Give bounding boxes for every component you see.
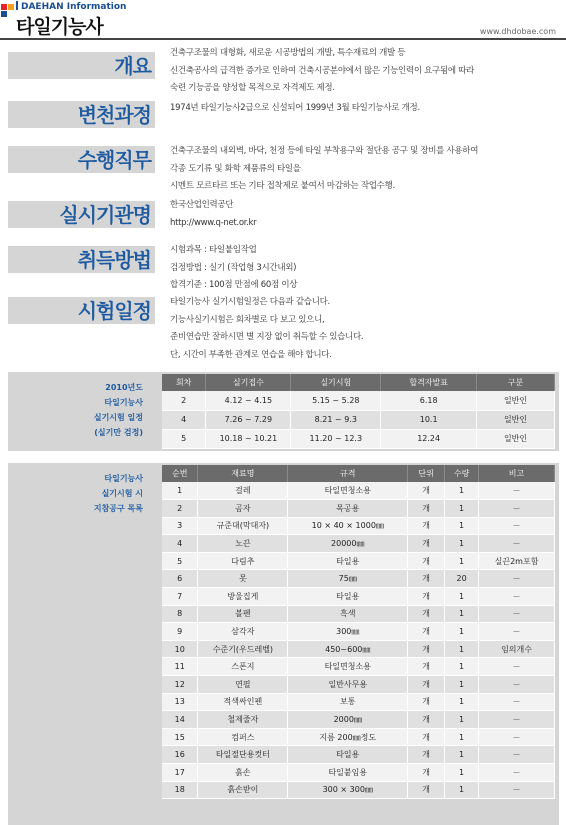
col-header: 재료명 [198, 465, 288, 482]
logo-square-orange [8, 4, 14, 10]
table-row [162, 552, 555, 570]
section-title: 수행직무 [77, 148, 151, 172]
logo-square-red [1, 4, 7, 10]
table-cell: － [479, 517, 555, 535]
table-row [162, 500, 555, 518]
table-row [162, 658, 555, 676]
table-cell: 5.15 ~ 5.28 [291, 391, 381, 410]
section-line: 신건축공사의 급격한 증가로 인하여 건축시공분야에서 많은 기능인력이 요구됨에 따라 [170, 65, 475, 76]
section-heading-method [8, 246, 155, 273]
table-row [162, 640, 555, 658]
caption-line: 실기시험 일정 [93, 413, 143, 422]
table-cell: 4.12 ~ 4.15 [206, 391, 291, 410]
section-body-overview [170, 45, 560, 98]
table-cell: 1 [445, 623, 479, 641]
table-cell: 다림추 [198, 552, 288, 570]
table-row [162, 764, 555, 782]
table-cell: 1 [445, 535, 479, 553]
table-cell: 개 [408, 640, 445, 658]
table-row [162, 410, 555, 429]
table-cell: 개 [408, 570, 445, 588]
table-cell: 흑색 [288, 605, 408, 623]
table-cell: － [479, 711, 555, 729]
table-cell: 1 [445, 552, 479, 570]
caption-line: 2010년도 [105, 383, 143, 392]
section-body-agency [170, 197, 560, 232]
exam-schedule-caption [8, 380, 143, 440]
section-line: 단, 시간이 부족한 관계로 연습을 해야 합니다. [170, 349, 332, 360]
section-line: 시멘트 모르타르 또는 기타 접착제로 붙여서 마감하는 작업수행. [170, 181, 395, 191]
table-cell: 연필 [198, 676, 288, 694]
section-body-history [170, 100, 560, 118]
table-cell: 75㎜ [288, 570, 408, 588]
table-cell: 1 [445, 711, 479, 729]
table-cell: 13 [162, 693, 198, 711]
table-cell: － [479, 623, 555, 641]
table-cell: 18 [162, 781, 198, 799]
table-cell: 임의개수 [479, 640, 555, 658]
table-cell: － [479, 693, 555, 711]
exam-schedule-table [162, 374, 555, 449]
table-row [162, 482, 555, 500]
table-cell: 7.26 ~ 7.29 [206, 410, 291, 429]
section-body-duties [170, 143, 560, 196]
table-cell: 노끈 [198, 535, 288, 553]
section-line: 기능사실기시험은 회차별로 다 보고 있으니, [170, 314, 325, 325]
col-header: 규격 [288, 465, 408, 482]
table-cell: 450~600㎜ [288, 640, 408, 658]
col-header: 비고 [479, 465, 555, 482]
table-cell: 20 [445, 570, 479, 588]
table-cell: 개 [408, 728, 445, 746]
table-cell: － [479, 570, 555, 588]
col-header: 단위 [408, 465, 445, 482]
table-cell: 1 [445, 500, 479, 518]
table-cell: 개 [408, 623, 445, 641]
table-cell: 7 [162, 588, 198, 606]
table-cell: 목공용 [288, 500, 408, 518]
table-cell: 타일면청소용 [288, 482, 408, 500]
table-cell: 4 [162, 535, 198, 553]
section-line: 합격기준 : 100점 만점에 60점 이상 [170, 280, 298, 290]
section-line: 건축구조물의 대형화, 새로운 시공방법의 개발, 특수재료의 개발 등 [170, 48, 406, 58]
table-cell: 개 [408, 658, 445, 676]
table-cell: 개 [408, 588, 445, 606]
table-cell: 개 [408, 605, 445, 623]
table-cell: 적색싸인펜 [198, 693, 288, 711]
table-cell: 11.20 ~ 12.3 [291, 429, 381, 448]
table-cell: 1 [445, 746, 479, 764]
table-cell: 1 [445, 658, 479, 676]
table-cell: － [479, 764, 555, 782]
table-cell: 1 [445, 588, 479, 606]
section-heading-history [8, 101, 155, 128]
table-cell: 12 [162, 676, 198, 694]
col-header: 실기접수 [206, 374, 291, 391]
section-line: 숙련 기능공을 양성할 목적으로 자격제도 제정. [170, 83, 335, 93]
table-cell: － [479, 676, 555, 694]
table-row [162, 711, 555, 729]
section-line: 각종 도기류 및 화학 제품류의 타일을 [170, 163, 301, 174]
table-row [162, 746, 555, 764]
section-heading-overview [8, 52, 155, 79]
table-cell: 1 [445, 764, 479, 782]
table-cell: 일반사무용 [288, 676, 408, 694]
table-row [162, 535, 555, 553]
table-cell: 5 [162, 552, 198, 570]
col-header: 실기시험 [291, 374, 381, 391]
section-heading-schedule [8, 297, 155, 324]
table-cell: 타일용 [288, 746, 408, 764]
table-cell: 1 [445, 693, 479, 711]
table-row [162, 517, 555, 535]
table-cell: 11 [162, 658, 198, 676]
table-cell: － [479, 658, 555, 676]
table-cell: 타일절단용컷터 [198, 746, 288, 764]
agency-link[interactable]: http://www.q-net.or.kr [170, 217, 257, 228]
section-line: 시험과목 : 타일붙임작업 [170, 245, 257, 255]
brand-text: DAEHAN Information [21, 2, 127, 12]
tools-caption [8, 471, 143, 516]
table-row [162, 570, 555, 588]
table-row [162, 429, 555, 448]
col-header: 순번 [162, 465, 198, 482]
table-cell: 개 [408, 517, 445, 535]
table-cell: 일반인 [477, 410, 555, 429]
table-cell: 10 × 40 × 1000㎜ [288, 517, 408, 535]
site-url[interactable]: www.dhdobae.com [479, 27, 556, 36]
table-row [162, 605, 555, 623]
section-title: 변천과정 [77, 103, 151, 127]
table-cell: 스폰지 [198, 658, 288, 676]
section-title: 취득방법 [77, 248, 151, 272]
table-cell: － [479, 535, 555, 553]
caption-line: 지참공구 목록 [93, 504, 143, 513]
table-cell: 개 [408, 552, 445, 570]
table-cell: 10.18 ~ 10.21 [206, 429, 291, 448]
table-cell: 1 [445, 728, 479, 746]
table-cell: 1 [445, 676, 479, 694]
table-row [162, 391, 555, 410]
table-cell: 볼펜 [198, 605, 288, 623]
table-row [162, 588, 555, 606]
table-cell: 1 [445, 605, 479, 623]
table-cell: 2000㎜ [288, 711, 408, 729]
table-cell: 방울집게 [198, 588, 288, 606]
header-divider [0, 38, 566, 40]
section-title: 실시기관명 [59, 203, 151, 227]
table-cell: 삼각자 [198, 623, 288, 641]
table-cell: 규준대(막대자) [198, 517, 288, 535]
logo-square-blue [1, 11, 7, 17]
table-cell: 개 [408, 781, 445, 799]
section-heading-agency [8, 201, 155, 228]
table-cell: 개 [408, 535, 445, 553]
caption-line: 타일기능사 [104, 398, 143, 407]
table-cell: 일반인 [477, 391, 555, 410]
table-cell: 개 [408, 676, 445, 694]
table-cell: － [479, 728, 555, 746]
table-cell: 4 [162, 410, 206, 429]
table-row [162, 676, 555, 694]
table-cell: 2 [162, 391, 206, 410]
table-cell: 1 [445, 482, 479, 500]
table-cell: － [479, 605, 555, 623]
table-cell: 6 [162, 570, 198, 588]
table-cell: － [479, 781, 555, 799]
caption-line: 타일기능사 [104, 474, 143, 483]
col-header: 회차 [162, 374, 206, 391]
section-body-schedule [170, 294, 560, 364]
table-cell: 300㎜ [288, 623, 408, 641]
table-cell: 8.21 ~ 9.3 [291, 410, 381, 429]
table-cell: 10 [162, 640, 198, 658]
section-line: 검정방법 : 실기 (작업형 3시간내외) [170, 262, 297, 273]
table-cell: 1 [445, 640, 479, 658]
table-cell: 5 [162, 429, 206, 448]
header [0, 0, 566, 38]
table-cell: 300 × 300㎜ [288, 781, 408, 799]
section-line: 1974년 타일기능사2급으로 신설되어 1999년 3월 타일기능사로 개정. [170, 103, 420, 113]
section-heading-duties [8, 146, 155, 173]
section-title: 개요 [114, 54, 151, 78]
table-cell: 17 [162, 764, 198, 782]
table-header-row [162, 374, 555, 391]
table-cell: 철제줄자 [198, 711, 288, 729]
table-cell: 곰자 [198, 500, 288, 518]
section-line: 타일기능사 실기시험일정은 다음과 같습니다. [170, 297, 330, 307]
table-cell: 15 [162, 728, 198, 746]
table-cell: 개 [408, 500, 445, 518]
table-cell: 10.1 [381, 410, 477, 429]
table-cell: 걸레 [198, 482, 288, 500]
site-title: 타일기능사 [16, 16, 103, 38]
table-cell: 컴퍼스 [198, 728, 288, 746]
table-cell: 6.18 [381, 391, 477, 410]
table-cell: 1 [445, 517, 479, 535]
caption-line: 실기시험 시 [101, 489, 143, 498]
table-cell: 12.24 [381, 429, 477, 448]
brand [16, 1, 126, 12]
section-line: 한국산업인력공단 [170, 200, 234, 210]
table-row [162, 623, 555, 641]
caption-line: (실기만 검정) [94, 428, 143, 437]
table-cell: － [479, 500, 555, 518]
section-title: 시험일정 [77, 299, 151, 323]
table-cell: 타일면청소용 [288, 658, 408, 676]
table-cell: 개 [408, 764, 445, 782]
table-cell: 일반인 [477, 429, 555, 448]
col-header: 합격자발표 [381, 374, 477, 391]
table-row [162, 728, 555, 746]
table-cell: 타일붙임용 [288, 764, 408, 782]
table-cell: 흙손받이 [198, 781, 288, 799]
table-cell: 14 [162, 711, 198, 729]
table-cell: 흙손 [198, 764, 288, 782]
section-line: 건축구조물의 내외벽, 바닥, 천정 등에 타일 부착용구와 절단용 공구 및 장비를 사용하여 [170, 146, 479, 156]
table-cell: － [479, 482, 555, 500]
table-cell: 20000㎜ [288, 535, 408, 553]
table-cell: 1 [445, 781, 479, 799]
table-cell: 9 [162, 623, 198, 641]
table-cell: 타일용 [288, 588, 408, 606]
table-cell: 3 [162, 517, 198, 535]
section-line: 준비연습만 잘하시면 별 지장 없이 취득할 수 있습니다. [170, 332, 364, 342]
table-cell: － [479, 746, 555, 764]
table-cell: 2 [162, 500, 198, 518]
table-cell: 지름 200㎜정도 [288, 728, 408, 746]
tools-panel [8, 463, 559, 825]
table-cell: 개 [408, 482, 445, 500]
col-header: 수량 [445, 465, 479, 482]
table-cell: 타일용 [288, 552, 408, 570]
table-header-row [162, 465, 555, 482]
table-row [162, 781, 555, 799]
section-body-method [170, 242, 560, 295]
table-cell: 못 [198, 570, 288, 588]
table-cell: 실끈2m포함 [479, 552, 555, 570]
exam-schedule-panel [8, 372, 559, 451]
table-row [162, 693, 555, 711]
table-cell: 보통 [288, 693, 408, 711]
table-cell: － [479, 588, 555, 606]
table-cell: 개 [408, 693, 445, 711]
table-cell: 개 [408, 711, 445, 729]
col-header: 구분 [477, 374, 555, 391]
table-cell: 개 [408, 746, 445, 764]
tools-table [162, 465, 555, 799]
table-cell: 수준기(우드레벨) [198, 640, 288, 658]
table-cell: 16 [162, 746, 198, 764]
table-cell: 8 [162, 605, 198, 623]
table-cell: 1 [162, 482, 198, 500]
